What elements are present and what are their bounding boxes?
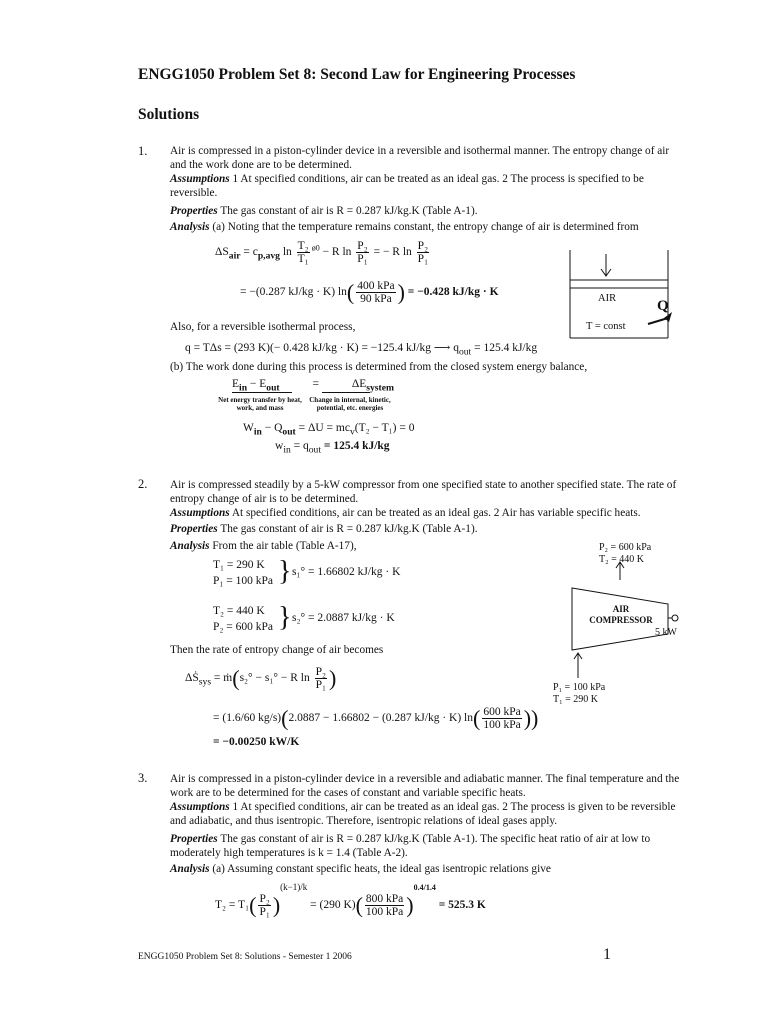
problem-2-properties: Properties The gas constant of air is R = 0.287 kJ/kg.K (Table A-1). — [170, 523, 478, 535]
p2-state-1: T₁ = 290 K P₁ = 100 kPa — [213, 559, 274, 587]
fig2-inlet-state: P₁ = 100 kPa T₁ = 290 K — [553, 682, 606, 705]
p1-energy-balance: $E_{in} - E_{out} = \Delta E_{system}$ — [232, 378, 394, 394]
note-energy-transfer: Net energy transfer by heat, work, and mass — [218, 396, 302, 412]
problem-2-analysis: Analysis From the air table (Table A-17), — [170, 540, 357, 552]
problem-1-analysis — [170, 220, 682, 234]
fig2-power-label: 5 kW — [655, 627, 677, 638]
p-ratio-2: $\frac{\text{P₂}}{\text{P₁}}$ — [417, 240, 429, 265]
p1-entropy-equation: $\Delta S_{air} = c_{p,avg}$ ln $\frac{\text{T₂}}{\text{T₁}}$ $^{ø0}$ − R ln $\frac{\text{P₂}}{\text{P₁}}$ = − R ln $\frac{\text{P₂}}{\text{P₁}}$ — [215, 240, 429, 265]
brace-1: } — [278, 556, 292, 587]
p2-s1-value: s₁° = 1.66802 kJ/kg · K — [292, 566, 401, 578]
underbrace-2 — [322, 392, 370, 393]
assumptions-text: 1 At specified conditions, air can be treated as an ideal gas. 2 The process is specified to be reversible. — [170, 173, 644, 199]
shaft-icon — [672, 615, 678, 621]
page-title: ENGG1050 Problem Set 8: Second Law for Engineering Processes — [138, 66, 576, 83]
problem-3-intro: Air is compressed in a piston-cylinder device in a reversible and adiabatic manner. The final temperature and the work are to be determined for the cases of constant and variable specific heats. — [170, 773, 680, 799]
problem-2-number: 2. — [138, 477, 148, 491]
brace-2: } — [278, 602, 292, 633]
p-ratio: $\frac{\text{P₂}}{\text{P₁}}$ — [357, 240, 368, 265]
problem-2-intro: Air is compressed steadily by a 5-kW compressor from one specified state to another specified state. The rate of entropy change of air is to be determined. — [170, 479, 677, 505]
problem-3-number: 3. — [138, 771, 148, 785]
p2-s2-value: s₂° = 2.0887 kJ/kg · K — [292, 612, 395, 624]
note-energy-change: Change in internal, kinetic, potential, etc. energies — [309, 396, 391, 412]
p1-entropy-result: = −(0.287 kJ/kg · K) ln( $\frac{\text{400 kPa}}{\text{90 kPa}}$ ) = −0.428 kJ/kg · K — [240, 279, 499, 305]
piston — [570, 280, 668, 288]
p2-rate-result: = −0.00250 kW/K — [213, 736, 300, 748]
p2-rate-text: Then the rate of entropy change of air becomes — [170, 644, 384, 656]
heat-arrow-icon — [648, 318, 668, 324]
problem-3-assumptions: Assumptions 1 At specified conditions, air can be treated as an ideal gas. 2 The process is given to be reversible and adiabatic, and thus isentropic. Therefore, isentropic relations of ideal gases apply. — [170, 801, 676, 827]
problem-1-properties — [170, 204, 682, 218]
problem-3-properties: Properties The gas constant of air is R = 0.287 kJ/kg.K (Table A-1). The specific heat ratio of air at low to moderately high temperatures is k = 1.4 (Table A-2). — [170, 833, 651, 859]
fig1-q-label: Q — [657, 298, 669, 314]
problem-3-analysis: Analysis (a) Assuming constant specific heats, the ideal gas isentropic relations give — [170, 863, 551, 875]
problem-1-number: 1. — [138, 144, 148, 158]
solutions-heading: Solutions — [138, 106, 200, 123]
underbrace-1 — [232, 392, 292, 393]
problem-1-intro: Air is compressed in a piston-cylinder device in a reversible and isothermal manner. The entropy change of air and the work done are to be determined. — [170, 145, 670, 171]
p1-also-text: Also, for a reversible isothermal process, — [170, 321, 356, 333]
fig1-temp-label: T = const — [586, 321, 626, 332]
problem-1-assumptions — [170, 172, 682, 200]
analysis-text: (a) Noting that the temperature remains constant, the entropy change of air is determined from — [209, 221, 639, 233]
t-ratio: $\frac{\text{T₂}}{\text{T₁}}$ — [297, 240, 309, 265]
p1-heat-equation: q = TΔs = (293 K)(− 0.428 kJ/kg · K) = −125.4 kJ/kg ⟶ $q_{out} = 125.4$ kJ/kg — [185, 342, 538, 358]
p2-rate-equation: ΔṠ$_{sys}$ = ṁ(s₂° − s₁° − R ln $\frac{\text{P₂}}{\text{P₁}}$ ) — [185, 665, 337, 691]
page-footer: ENGG1050 Problem Set 8: Solutions - Semester 1 2006 — [138, 952, 352, 962]
fig1-air-label: AIR — [598, 293, 617, 304]
p1-work-result: $w_{in} = q_{out} = 125.4$ kJ/kg — [275, 440, 390, 456]
analysis-label: Analysis — [170, 221, 210, 233]
p2-rate-substitution: = (1.6/60 kg/s)(2.0887 − 1.66802 − (0.287 kJ/kg · K) ln( $\frac{\text{600 kPa}}{\text{100 kPa}}$ )) — [213, 705, 539, 731]
p3-isentropic-equation: T₂ = T₁( $\frac{\text{P₂}}{\text{P₁}}$ )$^{(k-1)/k}$ = (290 K)( $\frac{\text{800 kPa}}{\text{100 kPa}}$ )$^{0.4/1.4}$ = 525.3 K — [215, 882, 486, 918]
p2-state-2: T₂ = 440 K P₂ = 600 kPa — [213, 605, 274, 633]
properties-label: Properties — [170, 205, 218, 217]
fig2-outlet-state: P₂ = 600 kPa T₂ = 440 K — [599, 542, 652, 565]
assumptions-label: Assumptions — [170, 173, 230, 185]
p1-part-b: (b) The work done during this process is determined from the closed system energy balance, — [170, 361, 588, 373]
problem-2-assumptions: Assumptions At specified conditions, air can be treated as an ideal gas. 2 Air has variable specific heats. — [170, 507, 641, 519]
page-number: 1 — [603, 946, 611, 963]
p1-work-equation: $W_{in} - Q_{out} = \Delta U = mc_v(T_2 - T_1) = 0$ — [243, 422, 415, 438]
fig2-compressor-label: AIR COMPRESSOR — [589, 604, 653, 625]
properties-text: The gas constant of air is R = 0.287 kJ/kg.K (Table A-1). — [217, 205, 478, 217]
